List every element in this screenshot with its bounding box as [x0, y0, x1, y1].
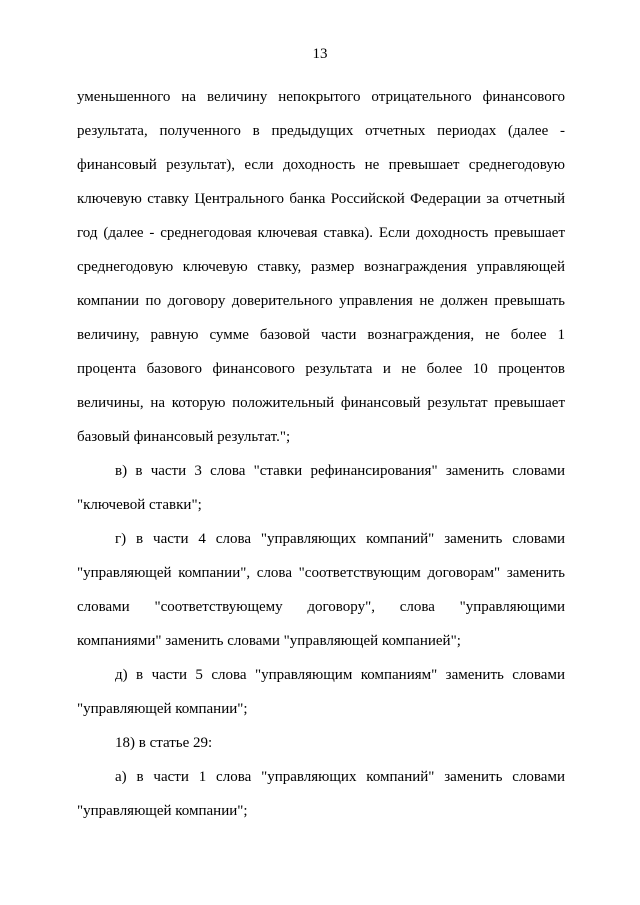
paragraph-item-g: г) в части 4 слова "управляющих компаний" заменить словами "управляющей компании", слова "соответствующим договорам" заменить словами "соответствующему договору", слова "управляющими компаниями" заменить словами "управляющей компанией";	[77, 531, 565, 649]
paragraph-continuation: уменьшенного на величину непокрытого отрицательного финансового результата, полученного в предыдущих отчетных периодах (далее - финансовый результат), если доходность не превышает среднегодовую ключевую ставку Центрального банка Российской Федерации за отчетный год (далее - среднегодовая ключевая ставка). Если доходность превышает среднегодовую ключевую ставку, размер вознаграждения управляющей компании по договору доверительного управления не должен превышать величину, равную сумме базовой части вознаграждения, не более 1 процента базового финансового результата и не более 10 процентов величины, на которую положительный финансовый результат превышает базовый финансовый результат.";	[77, 89, 565, 445]
paragraph-item-d: д) в части 5 слова "управляющим компаниям" заменить словами "управляющей компании";	[77, 667, 565, 717]
document-body	[77, 80, 565, 828]
paragraph-item-18: 18) в статье 29:	[115, 735, 213, 751]
paragraph-item-a: а) в части 1 слова "управляющих компаний" заменить словами "управляющей компании";	[77, 769, 565, 819]
paragraph-item-v: в) в части 3 слова "ставки рефинансирования" заменить словами "ключевой ставки";	[77, 463, 565, 513]
page-number: 13	[312, 46, 328, 62]
